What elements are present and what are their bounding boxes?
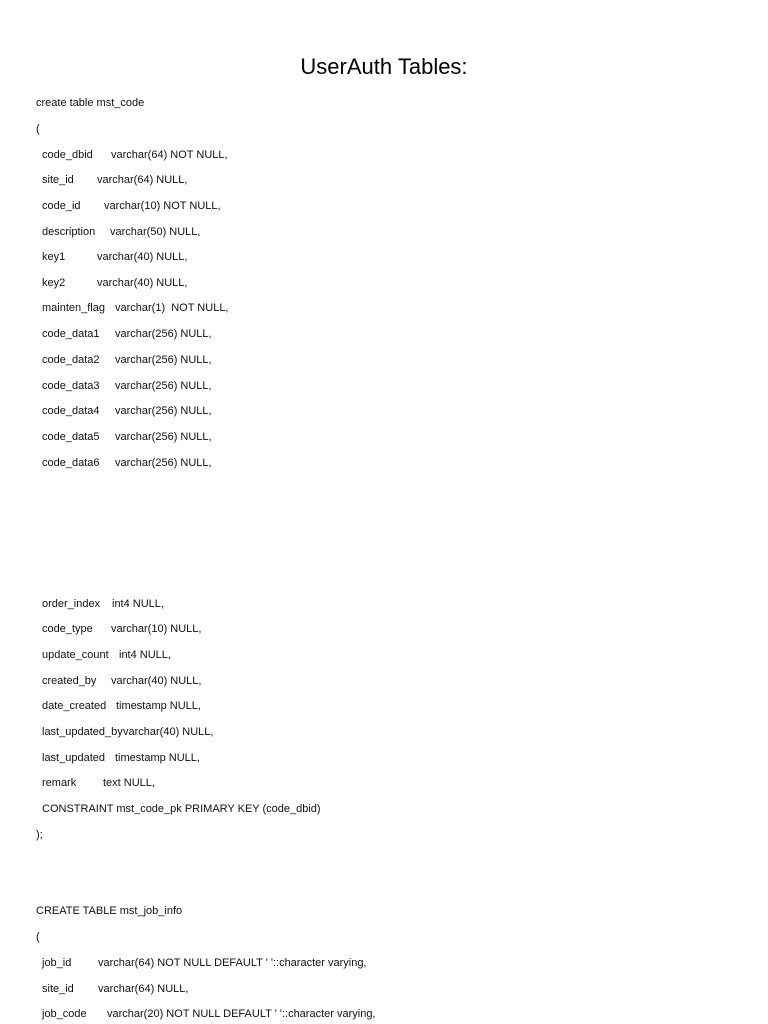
field-type: varchar(64) NULL, <box>98 983 189 995</box>
field-line <box>42 597 164 611</box>
field-line <box>42 250 188 264</box>
field-line <box>42 776 155 790</box>
field-type: varchar(64) NOT NULL, <box>111 149 228 161</box>
field-type: varchar(10) NOT NULL, <box>104 200 221 212</box>
field-line <box>42 725 214 739</box>
field-line <box>42 699 201 713</box>
field-line <box>42 379 212 393</box>
field-line <box>42 404 212 418</box>
field-line <box>42 199 221 213</box>
field-line <box>42 751 200 765</box>
field-type: text NULL, <box>103 777 155 789</box>
field-type: varchar(256) NULL, <box>115 328 212 340</box>
field-name: site_id <box>42 174 74 186</box>
field-type: int4 NULL, <box>112 598 164 610</box>
field-line <box>42 173 188 187</box>
field-line <box>42 1007 376 1021</box>
field-name: created_by <box>42 675 97 687</box>
field-type: varchar(64) NOT NULL DEFAULT ' '::character varying, <box>98 957 367 969</box>
field-name: key1 <box>42 251 66 263</box>
field-line <box>42 982 189 996</box>
field-line <box>42 622 202 636</box>
field-name: code_data5 <box>42 431 100 443</box>
field-name: key2 <box>42 277 66 289</box>
field-type: varchar(40) NULL, <box>97 251 188 263</box>
field-type: varchar(256) NULL, <box>115 405 212 417</box>
field-type: varchar(256) NULL, <box>115 457 212 469</box>
field-line <box>42 276 188 290</box>
open-paren: ( <box>36 931 40 943</box>
field-name: code_type <box>42 623 93 635</box>
field-type: varchar(40) NULL, <box>123 726 214 738</box>
field-type: timestamp NULL, <box>116 700 201 712</box>
field-name: code_data4 <box>42 405 100 417</box>
field-line <box>42 648 171 662</box>
field-name: code_data3 <box>42 380 100 392</box>
open-paren: ( <box>36 123 40 135</box>
field-name: order_index <box>42 598 101 610</box>
field-type: timestamp NULL, <box>115 752 200 764</box>
field-name: date_created <box>42 700 107 712</box>
field-name: job_id <box>42 957 72 969</box>
field-name: update_count <box>42 649 109 661</box>
field-type: varchar(256) NULL, <box>115 380 212 392</box>
field-line <box>42 225 201 239</box>
field-name: job_code <box>42 1008 87 1020</box>
field-type: int4 NULL, <box>119 649 171 661</box>
field-name: last_updated_by <box>42 726 123 738</box>
field-name: site_id <box>42 983 74 995</box>
field-name: code_id <box>42 200 81 212</box>
field-line <box>42 301 229 315</box>
field-line <box>42 456 212 470</box>
field-type: varchar(256) NULL, <box>115 431 212 443</box>
close-statement: ); <box>36 829 43 841</box>
field-name: description <box>42 226 96 238</box>
field-type: varchar(40) NULL, <box>111 675 202 687</box>
field-type: varchar(40) NULL, <box>97 277 188 289</box>
field-name: code_data6 <box>42 457 100 469</box>
field-line <box>42 353 212 367</box>
page-title: UserAuth Tables: <box>300 54 468 79</box>
field-type: varchar(10) NULL, <box>111 623 202 635</box>
field-line <box>42 148 228 162</box>
field-type: varchar(64) NULL, <box>97 174 188 186</box>
constraint-line: CONSTRAINT mst_code_pk PRIMARY KEY (code_dbid) <box>42 803 321 815</box>
field-line <box>42 327 212 341</box>
field-type: varchar(256) NULL, <box>115 354 212 366</box>
field-line <box>42 674 202 688</box>
field-name: code_data1 <box>42 328 100 340</box>
field-type: varchar(1) NOT NULL, <box>115 302 229 314</box>
field-type: varchar(50) NULL, <box>110 226 201 238</box>
field-name: last_updated <box>42 752 105 764</box>
field-name: code_dbid <box>42 149 93 161</box>
create-statement-mst-job-info: CREATE TABLE mst_job_info <box>36 905 183 917</box>
field-line <box>42 956 367 970</box>
field-type: varchar(20) NOT NULL DEFAULT ' '::character varying, <box>107 1008 376 1020</box>
field-name: remark <box>42 777 77 789</box>
create-statement-mst-code: create table mst_code <box>36 97 145 109</box>
field-line <box>42 430 212 444</box>
field-name: code_data2 <box>42 354 100 366</box>
field-name: mainten_flag <box>42 302 105 314</box>
